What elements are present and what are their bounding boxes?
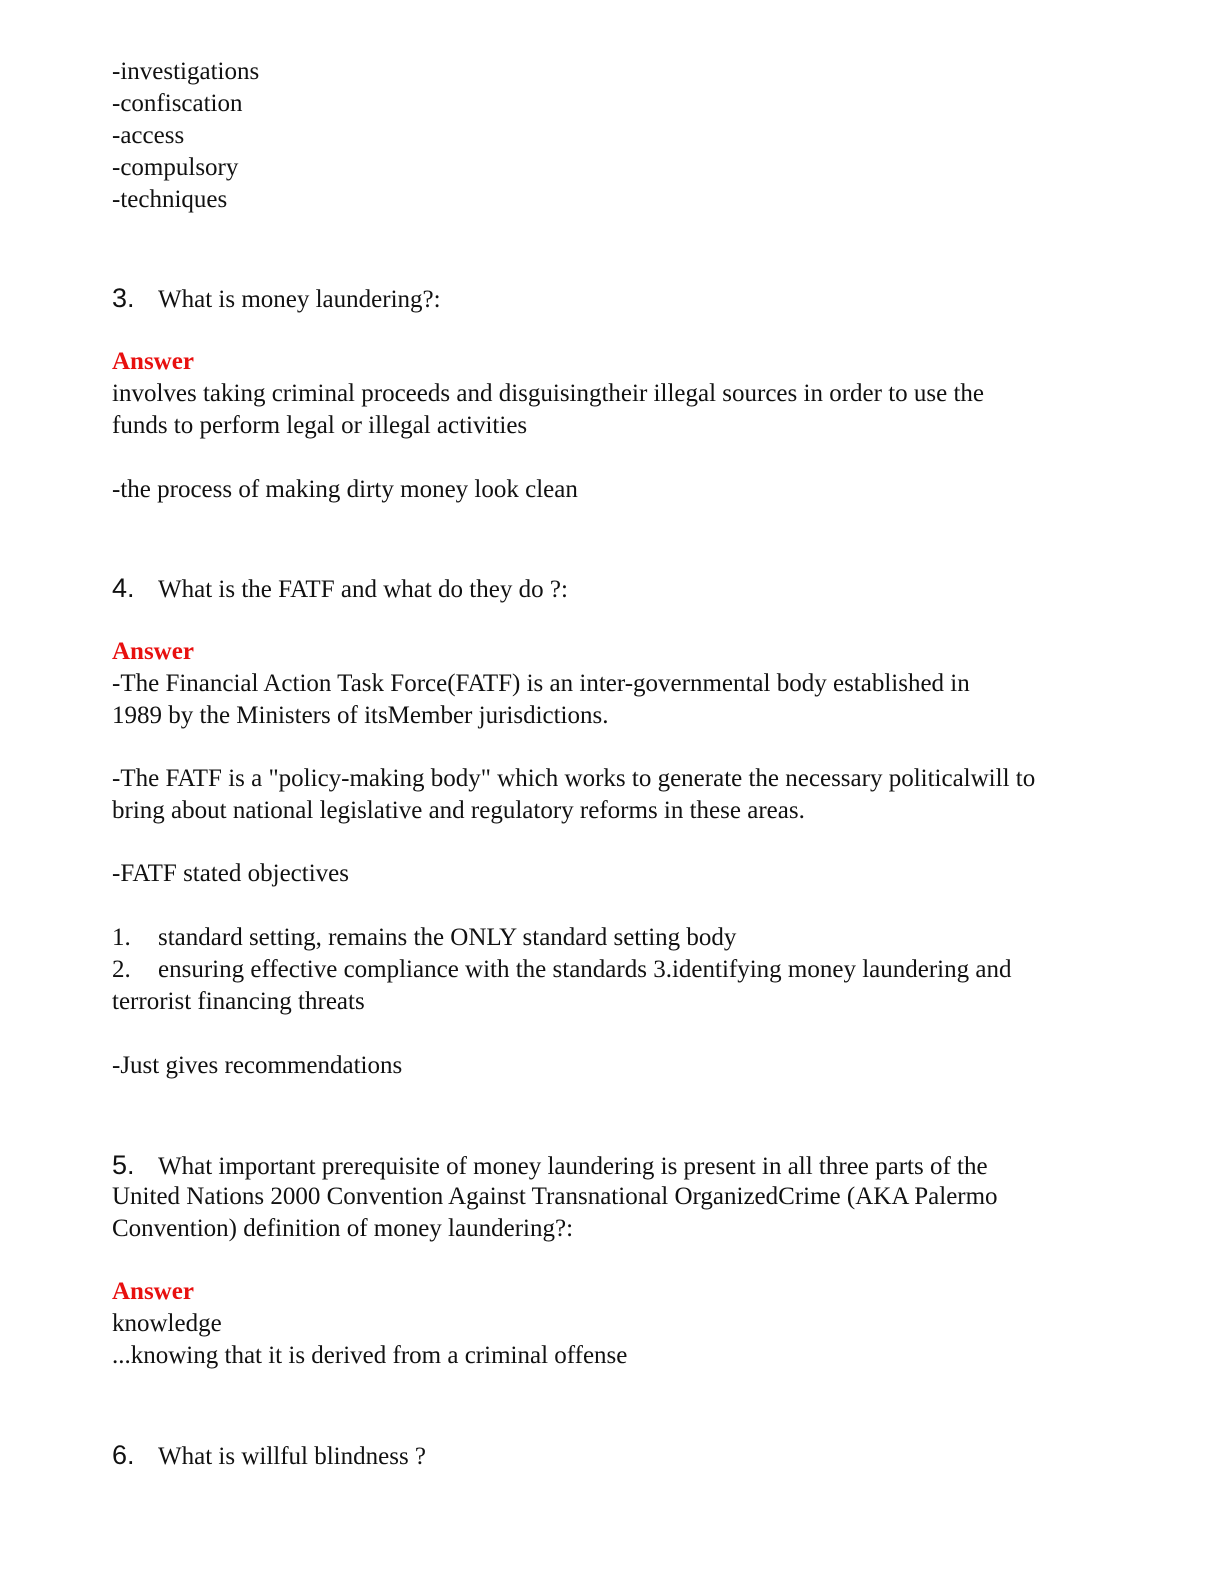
question-3 [112,282,441,316]
question-number: 6. [112,1440,135,1470]
question-6 [112,1439,426,1473]
question-text: What important prerequisite of money laundering is present in all three parts of the [158,1153,988,1180]
list-item: -techniques [112,186,228,213]
answer-text: -FATF stated objectives [112,860,349,887]
answer-text: terrorist financing threats [112,988,365,1015]
answer-text: funds to perform legal or illegal activities [112,412,528,439]
answer-text: -Just gives recommendations [112,1052,403,1079]
answer-text: knowledge [112,1310,222,1337]
item-number: 2. [112,956,131,983]
answer-label: Answer [112,348,194,375]
list-item: -investigations [112,58,260,85]
question-number: 4. [112,573,135,603]
question-text: What is willful blindness ? [158,1443,427,1470]
question-4 [112,572,568,606]
question-number: 3. [112,283,135,313]
numbered-item [112,922,736,954]
answer-text: -The FATF is a "policy-making body" which works to generate the necessary politicalwill to [112,765,1036,792]
item-number: 1. [112,924,131,951]
list-item: -access [112,122,185,149]
question-text: What is money laundering?: [158,286,441,313]
answer-label: Answer [112,638,194,665]
question-5 [112,1149,988,1183]
answer-text: ...knowing that it is derived from a criminal offense [112,1342,628,1369]
answer-text: 1989 by the Ministers of itsMember jurisdictions. [112,702,609,729]
question-text: United Nations 2000 Convention Against Transnational OrganizedCrime (AKA Palermo [112,1183,998,1210]
answer-text: -the process of making dirty money look clean [112,476,578,503]
answer-text: bring about national legislative and regulatory reforms in these areas. [112,797,805,824]
question-text: What is the FATF and what do they do ?: [158,576,568,603]
list-item: -compulsory [112,154,239,181]
answer-text: -The Financial Action Task Force(FATF) is an inter-governmental body established in [112,670,970,697]
numbered-item [112,954,1011,986]
question-number: 5. [112,1150,135,1180]
question-text: Convention) definition of money laundering?: [112,1215,574,1242]
item-text: ensuring effective compliance with the standards 3.identifying money laundering and [158,956,1012,983]
answer-text: involves taking criminal proceeds and disguisingtheir illegal sources in order to use the [112,380,985,407]
item-text: standard setting, remains the ONLY standard setting body [158,924,737,951]
answer-label: Answer [112,1278,194,1305]
list-item: -confiscation [112,90,243,117]
